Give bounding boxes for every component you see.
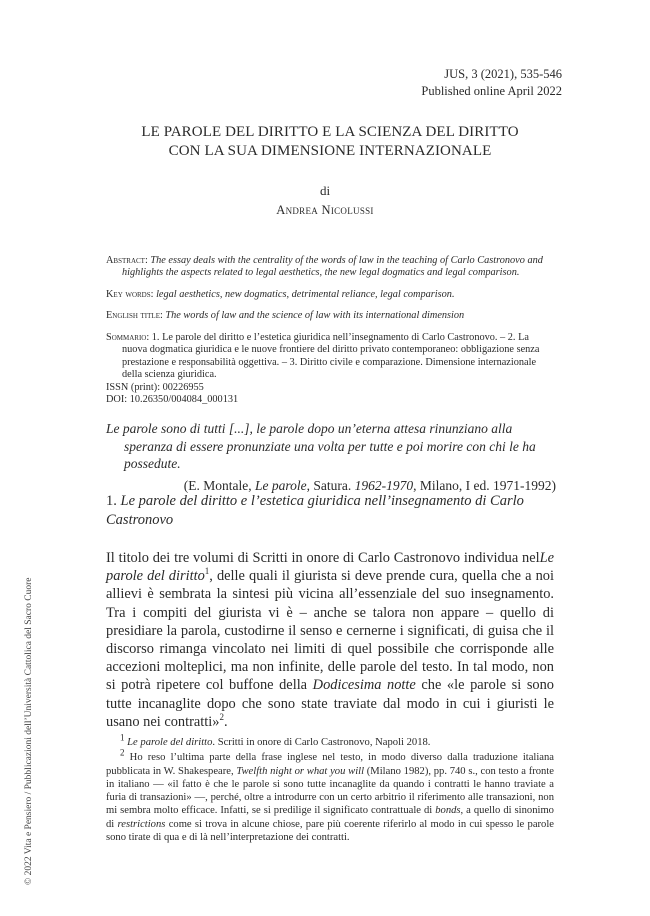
publication-info (421, 66, 562, 100)
abstract-text: The essay deals with the centrality of the words of law in the teaching of Carlo Castronovo and highlights the aspects related to legal aesthetics, the new legal dogmatics and legal comparison. (122, 255, 543, 279)
copyright-sidebar: © 2022 Vita e Pensiero / Pubblicazioni dell’Università Cattolica del Sacro Cuore (24, 577, 34, 885)
english-title-block (106, 310, 546, 322)
epigraph (106, 420, 556, 494)
footnote-2-text-d: come si trova in alcune chiose, pare più coerente riferirlo al modo in cui spesso le parole sono tirate di qua e di là nell’interpretazione dei contratti. (106, 818, 554, 844)
body-text (106, 549, 554, 731)
epigraph-source-years: 1962-1970 (354, 477, 414, 493)
footnote-2-italic-2: bonds (435, 805, 461, 817)
footnotes (106, 732, 554, 846)
footnote-1-number: 1 (120, 732, 125, 743)
section-number: 1. (106, 493, 117, 509)
epigraph-source-work: Le parole (255, 477, 307, 493)
keywords-label: Key words: (106, 289, 154, 300)
body-italic-title: Le parole del diritto (106, 550, 554, 585)
english-title-label: English title: (106, 310, 163, 321)
body-paragraph (106, 549, 554, 731)
footnote-2-italic-1: Twelfth night or what you will (236, 765, 365, 777)
journal-reference: JUS, 3 (2021), 535-546 (444, 67, 562, 81)
doi: DOI: 10.26350/004084_000131 (106, 394, 239, 406)
sommario-text: 1. Le parole del diritto e l’estetica giuridica nell’insegnamento di Carlo Castronovo. – 2. La nuova dogmatica giuridica e le nuove frontiere del diritto privato contemporaneo: obbligazione senza prestazione e responsabilità oggettiva. – 3. Diritto civile e comparazione. Dimensione internazionale della scienza giuridica. (122, 332, 540, 381)
sommario-label: Sommario: (106, 332, 150, 343)
body-text-part-2: , delle quali il giurista si deve prende cura, quella che a noi allievi è sembrata la sintesi più vicina all’essenziale del suo insegnamento. Tra i compiti del giurista vi è – anche se talora non appare – quello di presidiare la parola, custodirne il senso e cernerne i significati, di guisa che il discorso rimanga vincolato nei limiti di quel possibile che corrisponde alle accezioni molteplici, ma non infinite, delle parole del testo. In tal modo, non si potrà ripetere col buffone della (106, 568, 554, 694)
abstract-label: Abstract: (106, 255, 148, 266)
footnote-ref-2[interactable]: 2 (219, 712, 224, 723)
article-title-line-2: CON LA SUA DIMENSIONE INTERNAZIONALE (168, 143, 492, 159)
footnote-2-text-b: (Milano 1982), pp. 740 s., con testo a fronte in italiano — «il fatto è che le parole si sono tutte incanaglite da quando i contratti le hanno traviate a furia di transazioni» —, perché, oltre a introdurre con un certo arbitrio il riferimento alle transazioni, non mi sembra molto efficace. Infatti, se si predilige il significato contrattuale di (106, 765, 554, 817)
footnote-2 (106, 747, 554, 844)
footnote-ref-1[interactable]: 1 (204, 566, 210, 577)
footnote-2-text-c: , a quello di sinonimo di (106, 805, 554, 830)
english-title-text: The words of law and the science of law with its international dimension (165, 310, 465, 321)
publication-date: Published online April 2022 (421, 84, 562, 98)
article-title (100, 123, 560, 161)
article-title-line-1: LE PAROLE DEL DIRITTO E LA SCIENZA DEL DIRITTO (141, 124, 519, 140)
section-heading (106, 492, 546, 530)
abstract-block (106, 255, 546, 280)
footnote-1-text: . Scritti in onore di Carlo Castronovo, Napoli 2018. (212, 737, 431, 748)
epigraph-source-mid: , Satura. (306, 477, 355, 493)
body-text-part-3: che «le parole si sono tutte incanaglite dopo che sono state traviate dal modo in cui i giuristi le usano nei contratti» (106, 677, 555, 730)
footnote-2-italic-3: restrictions (117, 818, 166, 830)
sommario-block (106, 332, 546, 406)
author-name: Andrea Nicolussi (276, 203, 374, 217)
byline-di: di (319, 183, 331, 198)
issn: ISSN (print): 00226955 (106, 381, 204, 393)
keywords-block (106, 289, 546, 301)
keywords-text: legal aesthetics, new dogmatics, detrimental reliance, legal comparison. (156, 289, 455, 300)
footnote-2-text-a: Ho reso l’ultima parte della frase inglese nel testo, in modo diverso dalla traduzione italiana pubblicata in W. Shakespeare, (106, 752, 554, 777)
footnote-1-italic: Le parole del diritto (127, 737, 213, 748)
body-text-part-4: . (224, 713, 228, 730)
epigraph-quote: Le parole sono di tutti [...], le parole dopo un’eterna attesa rinunziano alla speranza di essere pronunziate una volta per tutte e poi morire con chi le ha possedute. (106, 421, 536, 471)
footnote-1 (106, 732, 554, 749)
section-title: Le parole del diritto e l’estetica giuridica nell’insegnamento di Carlo Castronovo (106, 493, 524, 528)
epigraph-source-pre: (E. Montale, (183, 477, 256, 493)
body-text-part-1: Il titolo dei tre volumi di Scritti in onore di Carlo Castronovo individua nel (106, 550, 540, 566)
epigraph-source-post: , Milano, I ed. 1971-1992) (413, 477, 556, 493)
body-italic-dodicesima: Dodicesima notte (312, 677, 416, 694)
footnote-2-number: 2 (120, 747, 125, 758)
